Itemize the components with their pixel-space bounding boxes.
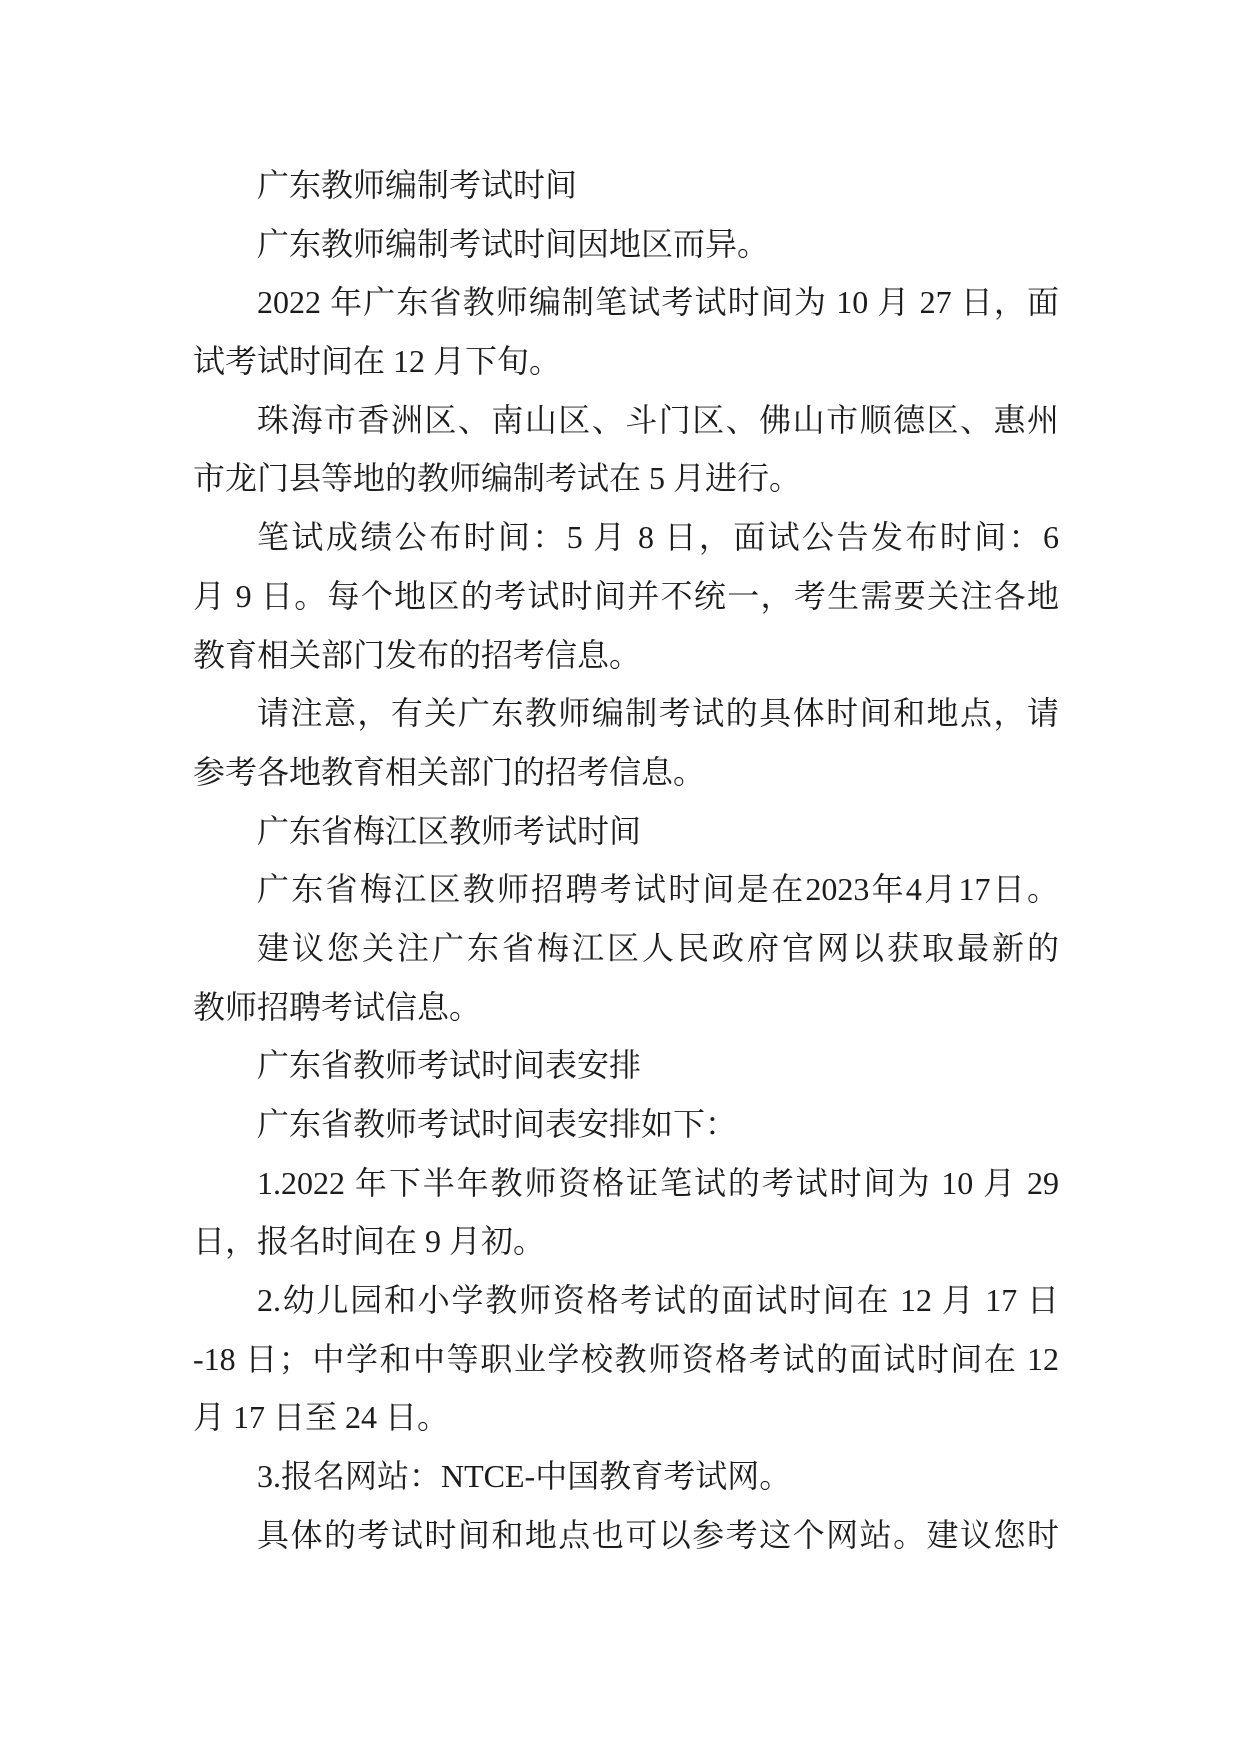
paragraph [193, 684, 1059, 801]
paragraph [193, 508, 1059, 684]
text-line: 3.报名网站：NTCE-中国教育考试网。 [257, 1458, 792, 1495]
text-line: 笔试成绩公布时间：5 月 8 日，面试公告发布时间：6 [257, 519, 1059, 556]
text-line: 广东省教师考试时间表安排 [257, 1047, 642, 1084]
text-line: 2.幼儿园和小学教师资格考试的面试时间在 12 月 17 日 [257, 1282, 1059, 1319]
list-item [193, 1271, 1059, 1447]
paragraph [193, 215, 1059, 274]
section-heading [193, 802, 1059, 861]
text-line: 建议您关注广东省梅江区人民政府官网以获取最新的 [257, 929, 1059, 966]
text-line: 广东省教师考试时间表安排如下： [257, 1106, 738, 1142]
paragraph [193, 860, 1059, 919]
document-body [193, 156, 1059, 1565]
text-line: 广东省梅江区教师招聘考试时间是在2023年4月17日。 [257, 871, 1059, 908]
text-line: 珠海市香洲区、南山区、斗门区、佛山市顺德区、惠州 [257, 401, 1059, 438]
section-heading [193, 1036, 1059, 1095]
text-line: 月 9 日。每个地区的考试时间并不统一，考生需要关注各地 [193, 577, 1059, 614]
paragraph [193, 391, 1059, 508]
paragraph [193, 919, 1059, 1036]
text-line: 具体的考试时间和地点也可以参考这个网站。建议您时 [257, 1516, 1059, 1553]
text-line: 1.2022 年下半年教师资格证笔试的考试时间为 10 月 29 [257, 1164, 1059, 1201]
paragraph [193, 273, 1059, 390]
text-line: 请注意，有关广东教师编制考试的具体时间和地点，请 [257, 695, 1059, 732]
text-line: 广东教师编制考试时间 [257, 167, 578, 203]
text-line: 2022 年广东省教师编制笔试考试时间为 10 月 27 日，面 [257, 284, 1059, 321]
text-line: 广东教师编制考试时间因地区而异。 [257, 225, 770, 262]
section-heading [193, 156, 1059, 215]
text-line: 参考各地教育相关部门的招考信息。 [193, 753, 706, 790]
list-item [193, 1447, 1059, 1506]
text-line: 日，报名时间在 9 月初。 [193, 1223, 546, 1260]
list-item [193, 1154, 1059, 1271]
text-line: 市龙门县等地的教师编制考试在 5 月进行。 [193, 460, 802, 497]
text-line: 教育相关部门发布的招考信息。 [193, 636, 642, 673]
paragraph [193, 1095, 1059, 1154]
text-line: -18 日；中学和中等职业学校教师资格考试的面试时间在 12 [193, 1340, 1059, 1377]
text-line: 教师招聘考试信息。 [193, 988, 482, 1025]
paragraph [193, 1506, 1059, 1565]
text-line: 月 17 日至 24 日。 [193, 1399, 450, 1436]
text-line: 试考试时间在 12 月下旬。 [193, 343, 562, 380]
text-line: 广东省梅江区教师考试时间 [257, 812, 642, 849]
